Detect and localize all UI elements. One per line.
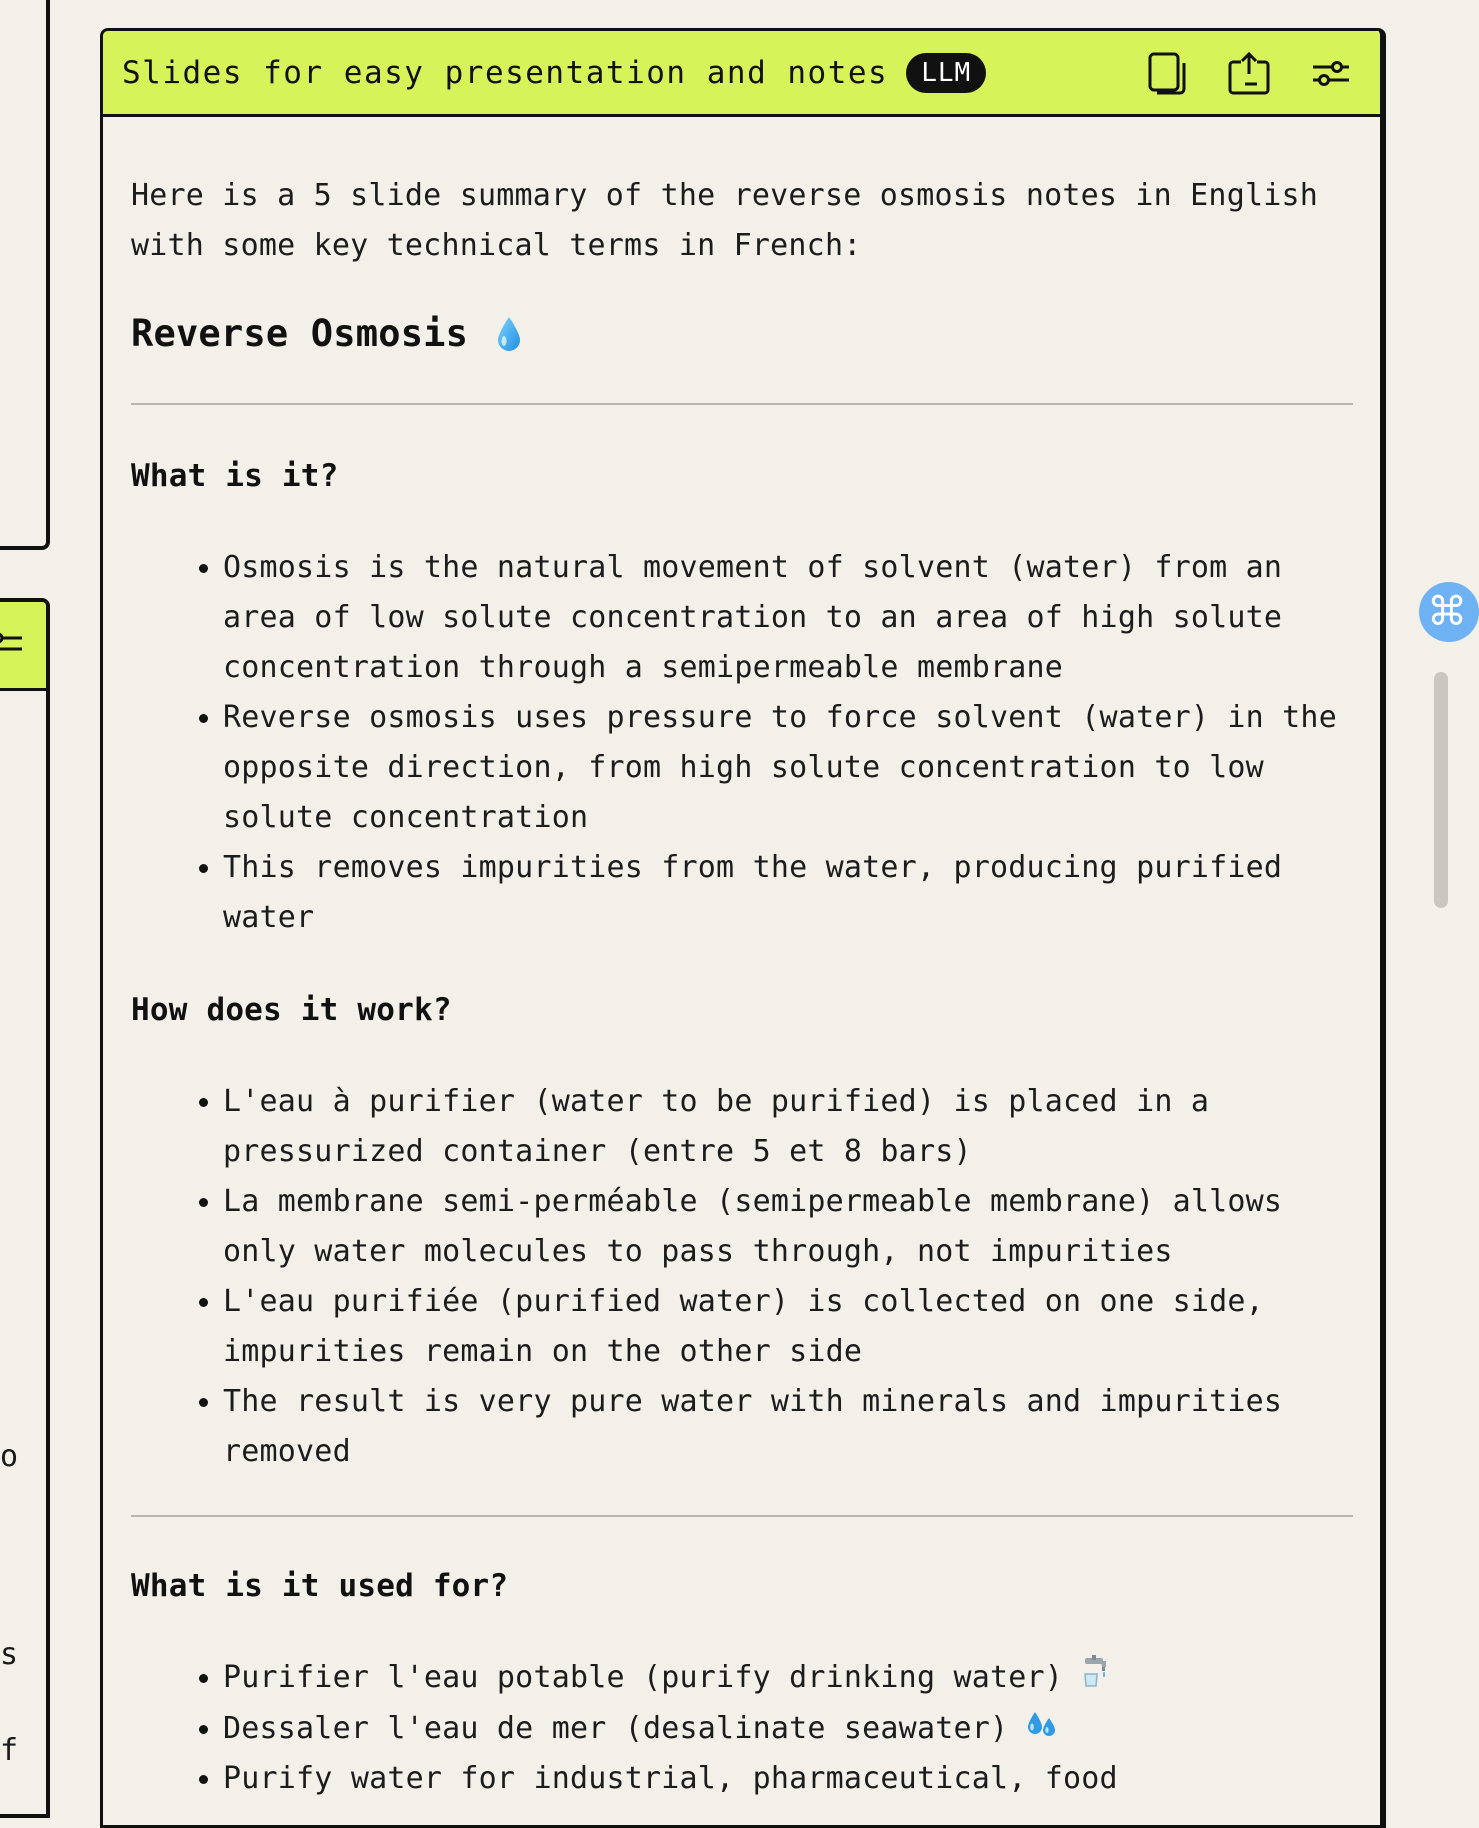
- card-title: Slides for easy presentation and notes: [122, 54, 889, 91]
- card-header: [103, 31, 1380, 117]
- list-item: This removes impurities from the water, producing purified water: [223, 843, 1353, 943]
- list-item-text: Purifier l'eau potable (purify drinking water): [223, 1660, 1064, 1695]
- summary-content: [131, 171, 1353, 1804]
- list-item: L'eau à purifier (water to be purified) is placed in a pressurized container (entre 5 et 8 bars): [223, 1077, 1353, 1177]
- left-panel-text-fragment: s: [0, 1637, 19, 1672]
- droplet-icon: [496, 315, 522, 353]
- section-title: What is it used for?: [131, 1568, 509, 1604]
- slides-card: [100, 28, 1386, 1828]
- divider: [131, 403, 1353, 405]
- bullet-list: [131, 1653, 1353, 1804]
- settings-sliders-icon[interactable]: [0, 630, 18, 656]
- header-actions: [1142, 31, 1356, 117]
- left-panel-text-fragment: o: [0, 1439, 19, 1474]
- left-panel-bottom: [0, 598, 50, 1818]
- intro-text: Here is a 5 slide summary of the reverse osmosis notes in English with some key technical terms in French:: [131, 178, 1318, 263]
- divider: [131, 1515, 1353, 1517]
- bullet-list: [131, 1077, 1353, 1477]
- llm-badge: LLM: [906, 53, 986, 93]
- scrollbar-thumb[interactable]: [1434, 672, 1448, 908]
- settings-sliders-icon[interactable]: [1306, 49, 1356, 99]
- command-shortcut-button[interactable]: [1419, 582, 1479, 642]
- export-icon[interactable]: [1224, 49, 1274, 99]
- copy-icon[interactable]: [1142, 49, 1192, 99]
- section-title: What is it?: [131, 458, 339, 494]
- list-item: Osmosis is the natural movement of solvent (water) from an area of low solute concentration to an area of high solute concentration through a semipermeable membrane: [223, 543, 1353, 693]
- bullet-list: [131, 543, 1353, 943]
- list-item: Reverse osmosis uses pressure to force solvent (water) in the opposite direction, from high solute concentration to low solute concentration: [223, 693, 1353, 843]
- slide-title-text: Reverse Osmosis: [131, 312, 469, 355]
- left-panel-text-fragment: f: [0, 1733, 19, 1768]
- left-panel-header: [0, 602, 46, 691]
- section-title: How does it work?: [131, 992, 452, 1028]
- list-item: The result is very pure water with minerals and impurities removed: [223, 1377, 1353, 1477]
- faucet-icon: [1081, 1654, 1109, 1704]
- list-item: L'eau purifiée (purified water) is collected on one side, impurities remain on the other side: [223, 1277, 1353, 1377]
- left-panel-top: [0, 0, 50, 550]
- list-item: [223, 1653, 1353, 1704]
- command-icon: ⌘: [1427, 589, 1467, 635]
- list-item-text: Dessaler l'eau de mer (desalinate seawater): [223, 1710, 1009, 1746]
- list-item: Purify water for industrial, pharmaceutical, food: [223, 1754, 1353, 1804]
- slide-title: [131, 309, 1353, 359]
- sweat-droplets-icon: [1026, 1704, 1058, 1754]
- list-item: La membrane semi-perméable (semipermeable membrane) allows only water molecules to pass through, not impurities: [223, 1177, 1353, 1277]
- list-item: [223, 1704, 1353, 1755]
